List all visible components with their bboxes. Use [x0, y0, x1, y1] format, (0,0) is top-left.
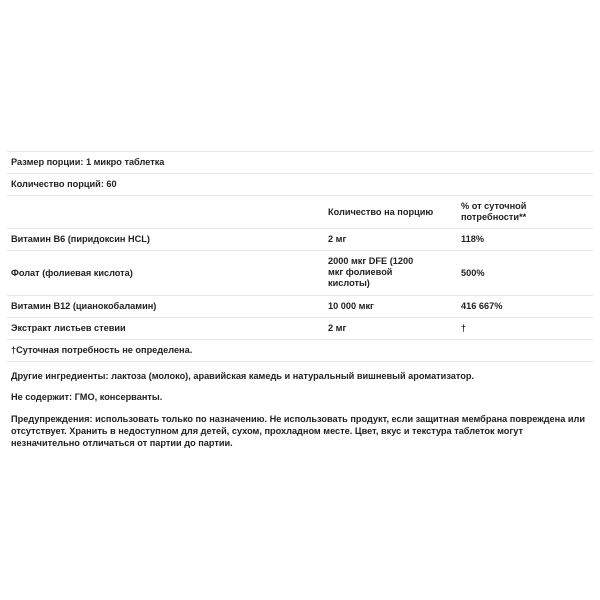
other-ingredients: Другие ингредиенты: лактоза (молоко), аравийская камедь и натуральный вишневый ароматизатор.: [11, 371, 475, 381]
nutrient-amount: 10 000 мкг: [328, 301, 374, 311]
servings-count-row: [7, 173, 593, 195]
table-row: [7, 228, 593, 250]
table-row: [7, 250, 593, 295]
serving-size-row: [7, 151, 593, 173]
footnote-row: [7, 339, 593, 362]
free-of: Не содержит: ГМО, консерванты.: [11, 392, 163, 402]
warnings: Предупреждения: использовать только по назначению. Не использовать продукт, если защитная мембрана повреждена или отсутствует. Хранить в недоступном для детей, сухом, прохладном месте. Цвет, вкус и текстура таблеток могут незначительно отличаться от партии до партии.: [11, 414, 585, 448]
nutrient-dv: 500%: [461, 268, 485, 278]
header-daily-value: % от суточной потребности**: [461, 201, 527, 222]
nutrient-amount: 2 мг: [328, 234, 347, 244]
nutrient-name: Витамин B6 (пиридоксин HCL): [11, 234, 150, 244]
nutrient-dv: †: [461, 323, 467, 333]
table-row: [7, 295, 593, 317]
footnote: †Суточная потребность не определена.: [11, 345, 193, 355]
nutrient-name: Фолат (фолиевая кислота): [11, 268, 133, 278]
nutrient-name: Витамин B12 (цианокобаламин): [11, 301, 157, 311]
table-row: [7, 317, 593, 339]
header-amount: Количество на порцию: [328, 207, 434, 217]
nutrient-name: Экстракт листьев стевии: [11, 323, 126, 333]
nutrient-dv: 416 667%: [461, 301, 503, 311]
nutrient-amount: 2 мг: [328, 323, 347, 333]
servings-count: Количество порций: 60: [11, 179, 117, 189]
nutrient-amount: 2000 мкг DFE (1200 мкг фолиевой кислоты): [328, 256, 414, 288]
nutrient-dv: 118%: [461, 234, 484, 244]
supplement-facts-table: [7, 151, 593, 362]
serving-size: Размер порции: 1 микро таблетка: [11, 157, 165, 167]
table-header-row: [7, 195, 593, 228]
